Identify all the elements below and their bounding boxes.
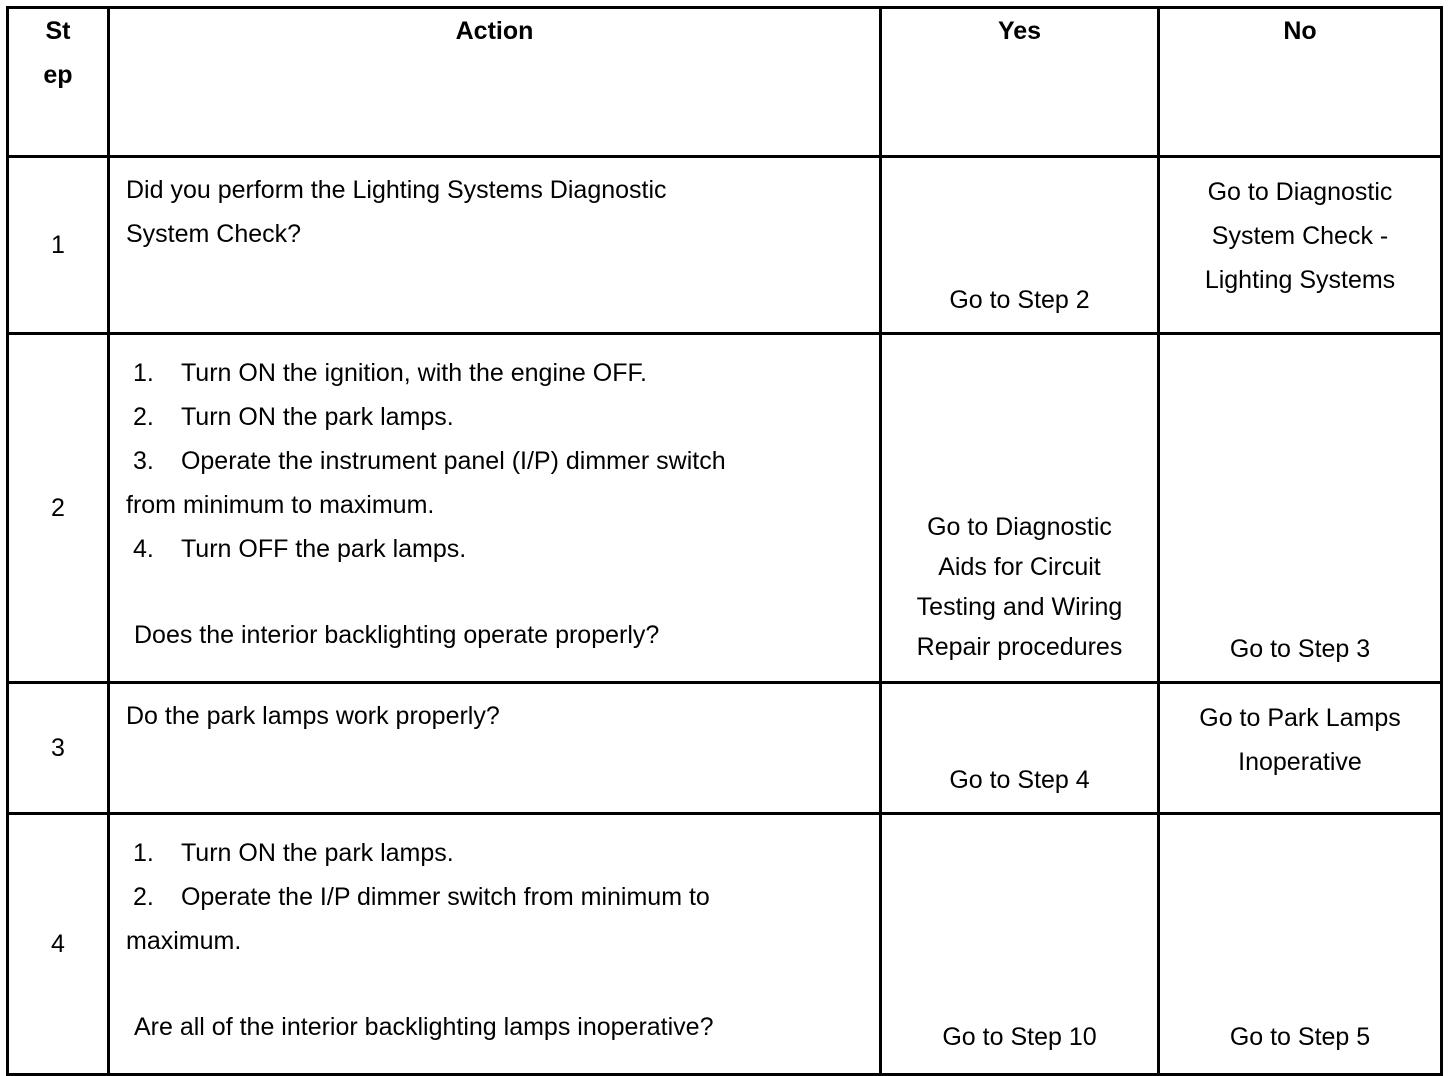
action-line: Did you perform the Lighting Systems Diagnostic (126, 176, 667, 204)
yes-cell (881, 683, 1159, 814)
header-step-line-1: St (45, 17, 71, 45)
step-number: 3 (8, 683, 109, 814)
item-number: 4. (132, 535, 154, 563)
action-cell (109, 334, 881, 683)
table-row (8, 157, 1442, 334)
yes-cell (881, 334, 1159, 683)
action-line: Do the park lamps work properly? (126, 702, 500, 730)
step-number: 1 (8, 157, 109, 334)
action-question: Does the interior backlighting operate properly? (134, 621, 660, 649)
header-yes: Yes (881, 8, 1159, 157)
item-number: 1. (132, 839, 154, 867)
no-text: Go to Step 5 (1229, 1023, 1371, 1051)
action-item (126, 351, 879, 395)
yes-text-line: Go to Diagnostic (927, 513, 1112, 541)
item-text: Turn ON the park lamps. (180, 839, 454, 867)
diagnostic-table (6, 6, 1443, 1076)
yes-text: Go to Step 2 (949, 286, 1090, 314)
table-row (8, 334, 1442, 683)
action-question: Are all of the interior backlighting lamps inoperative? (134, 1013, 714, 1041)
yes-cell (881, 814, 1159, 1075)
yes-text-line: Repair procedures (916, 633, 1123, 661)
action-item (126, 831, 879, 875)
header-step-line-2: ep (43, 61, 73, 89)
yes-text-line: Aids for Circuit (938, 553, 1101, 581)
header-step (8, 8, 109, 157)
header-no: No (1159, 8, 1442, 157)
no-cell (1159, 683, 1442, 814)
no-text-line: Go to Diagnostic (1207, 178, 1393, 206)
step-number: 4 (8, 814, 109, 1075)
item-number: 2. (132, 403, 154, 431)
no-text-block (1160, 696, 1440, 784)
item-number: 3. (132, 447, 154, 475)
table-row (8, 683, 1442, 814)
no-text-block (1160, 170, 1440, 302)
step-number: 2 (8, 334, 109, 683)
no-text-line: Go to Park Lamps (1199, 704, 1401, 732)
no-text-line: System Check - (1211, 222, 1389, 250)
table-row (8, 814, 1442, 1075)
header-row (8, 8, 1442, 157)
yes-text-block (882, 507, 1157, 667)
item-number: 1. (132, 359, 154, 387)
yes-text: Go to Step 10 (942, 1023, 1097, 1051)
item-text: Turn ON the ignition, with the engine OFF. (180, 359, 647, 387)
action-item-continuation: from minimum to maximum. (126, 491, 435, 519)
item-text: Turn ON the park lamps. (180, 403, 454, 431)
item-text: Operate the I/P dimmer switch from minimum to (180, 883, 710, 911)
spacer (126, 963, 879, 1005)
action-item (126, 875, 879, 919)
action-item-continuation: maximum. (126, 927, 242, 955)
no-cell (1159, 157, 1442, 334)
action-cell (109, 683, 881, 814)
action-cell (109, 814, 881, 1075)
action-item (126, 395, 879, 439)
header-action: Action (109, 8, 881, 157)
action-item (126, 439, 879, 483)
yes-text-line: Testing and Wiring (916, 593, 1123, 621)
no-text: Go to Step 3 (1229, 635, 1371, 663)
action-item (126, 527, 879, 571)
item-text: Turn OFF the park lamps. (180, 535, 467, 563)
no-text-line: Inoperative (1238, 748, 1362, 776)
item-number: 2. (132, 883, 154, 911)
spacer (126, 571, 879, 613)
no-text-line: Lighting Systems (1204, 266, 1396, 294)
yes-text: Go to Step 4 (949, 766, 1090, 794)
action-line: System Check? (126, 220, 302, 248)
no-cell (1159, 334, 1442, 683)
action-cell (109, 157, 881, 334)
yes-cell (881, 157, 1159, 334)
item-text: Operate the instrument panel (I/P) dimmer switch (180, 447, 726, 475)
no-cell (1159, 814, 1442, 1075)
